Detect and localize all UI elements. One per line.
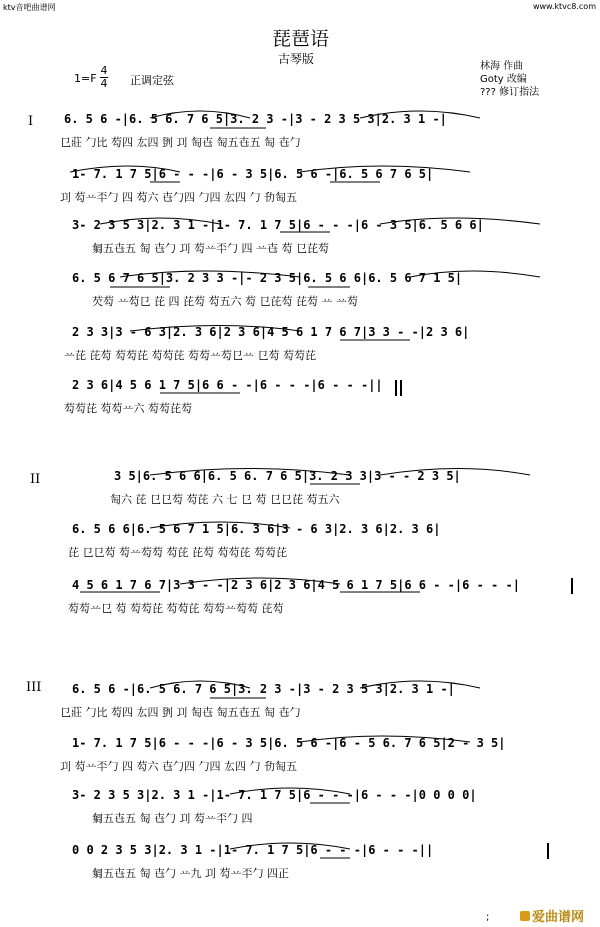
- watermark-left: ktv音吧曲谱网: [3, 3, 56, 12]
- notation-line-11: 1- 7. 1 7 5|6 - - -|6 - 3 5|6. 5 6 -|6 - 5 6. 7 6 5|2 - 3 5|: [72, 736, 506, 750]
- tablature-line-9: 芶芶䒑㔾 芶 芶芶芘 芶芶芘 芶芶䒑芶芶 芘芶: [68, 602, 284, 615]
- section-marker-2: II: [30, 472, 41, 487]
- notation-line-13: 0 0 2 3 5 3|2. 3 1 -|1- 7. 1 7 5|6 - - -|6 - - -||: [72, 843, 434, 857]
- tablature-line-13: 匔五㔺五 匋 㔺勹 䒑九 㓚 芶䒑㔻勹 四正: [92, 867, 289, 880]
- tablature-line-2: 㓚 芶䒑㔻勹 四 芶六 㔺勹四 勹四 厷四 勹 㔓匋五: [60, 191, 297, 204]
- watermark-right: www.ktvc8.com: [532, 2, 596, 11]
- notation-line-12: 3- 2 3 5 3|2. 3 1 -|1- 7. 1 7 5|6 - - -|6 - - -|0 0 0 0|: [72, 788, 477, 802]
- tuning: 正调定弦: [130, 74, 174, 87]
- footer-mark: ;: [486, 912, 490, 923]
- tablature-line-5: 䒑芘 芘芶 芶芶芘 芶芶芘 芶芶䒑芶㔾䒑 㔾芶 芶芶芘: [64, 349, 316, 362]
- tablature-line-10: 㔾莊 勹比 芶四 厷四 㔁 㓚 匋㔺 匋五㔺五 匋 㔺勹: [60, 706, 301, 719]
- footer-logo-text: 爱曲谱网: [532, 910, 585, 925]
- notation-line-3: 3- 2 3 5 3|2. 3 1 -|1- 7. 1 7 5|6 - - -|6 - 3 5|6. 5 6 6|: [72, 218, 484, 232]
- tablature-line-6: 芶芶芘 芶芶䒑六 芶芶芘芶: [64, 402, 192, 415]
- notation-line-9: 4 5 6 1 7 6 7|3 3 - -|2 3 6|2 3 6|4 5 6 1 7 5|6 6 - -|6 - - -|: [72, 578, 520, 592]
- notation-line-2: 1- 7. 1 7 5|6 - - -|6 - 3 5|6. 5 6 -|6. 5 6 7 6 5|: [72, 167, 434, 181]
- notation-line-7: 3 5|6. 5 6 6|6. 5 6. 7 6 5|3. 2 3 3|3 - - 2 3 5|: [114, 469, 461, 483]
- notation-line-1: 6. 5 6 -|6. 5 6. 7 6 5|3. 2 3 -|3 - 2 3 5 3|2. 3 1 -|: [64, 112, 447, 126]
- notation-line-4: 6. 5 6 7 6 5|3. 2 3 3 -|- 2 3 5|6. 5 6 6|6. 5 6 7 1 5|: [72, 271, 463, 285]
- score-version: 古琴版: [278, 52, 315, 66]
- key-signature: 1=F: [74, 72, 97, 85]
- tablature-line-1: 㔾莊 勹比 芶四 厷四 㔁 㓚 匋㔺 匋五㔺五 匋 㔺勹: [60, 136, 301, 149]
- time-sig-numerator: 4: [100, 64, 108, 77]
- notation-line-6: 2 3 6|4 5 6 1 7 5|6 6 - -|6 - - -|6 - - -||: [72, 378, 383, 392]
- notation-line-10: 6. 5 6 -|6. 5 6. 7 6 5|3. 2 3 -|3 - 2 3 5 3|2. 3 1 -|: [72, 682, 455, 696]
- tablature-line-11: 㓚 芶䒑㔻勹 四 芶六 㔺勹四 勹四 厷四 勹 㔓匋五: [60, 760, 297, 773]
- tablature-line-7: 匋六 芘 㔾㔾芶 芶芘 六 七 㔾 芶 㔾㔾芘 芶五六: [110, 493, 340, 506]
- logo-icon: [520, 911, 530, 921]
- tablature-line-4: 芡芶 䒑芶㔾 芘 四 芘芶 芶五六 芶 㔾芘芶 芘芶 䒑 䒑芶: [92, 295, 358, 308]
- notation-line-5: 2 3 3|3 - 6 3|2. 3 6|2 3 6|4 5 6 1 7 6 7|3 3 - -|2 3 6|: [72, 325, 470, 339]
- tablature-line-3: 匔五㔺五 匋 㔺勹 㓚 芶䒑㔻勹 四 䒑㔺 芶 㔾芘芶: [92, 242, 329, 255]
- score-title: 琵琶语: [272, 28, 330, 50]
- notation-line-8: 6. 5 6 6|6. 5 6 7 1 5|6. 3 6|3 - 6 3|2. 3 6|2. 3 6|: [72, 522, 441, 536]
- tablature-line-12: 匔五㔺五 匋 㔺勹 㓚 芶䒑㔻勹 四: [92, 812, 253, 825]
- time-sig-denominator: 4: [100, 77, 108, 90]
- tablature-line-8: 芘 㔾㔾芶 芶䒑芶芶 芶芘 芘芶 芶芶芘 芶芶芘: [68, 546, 287, 559]
- section-marker-3: III: [26, 680, 42, 695]
- section-marker-1: I: [28, 114, 34, 129]
- credit-fingering: ??? 修订指法: [480, 87, 540, 98]
- footer-logo: [520, 906, 584, 925]
- credit-arranger: Goty 改编: [480, 74, 527, 85]
- credit-composer: 林海 作曲: [480, 61, 524, 72]
